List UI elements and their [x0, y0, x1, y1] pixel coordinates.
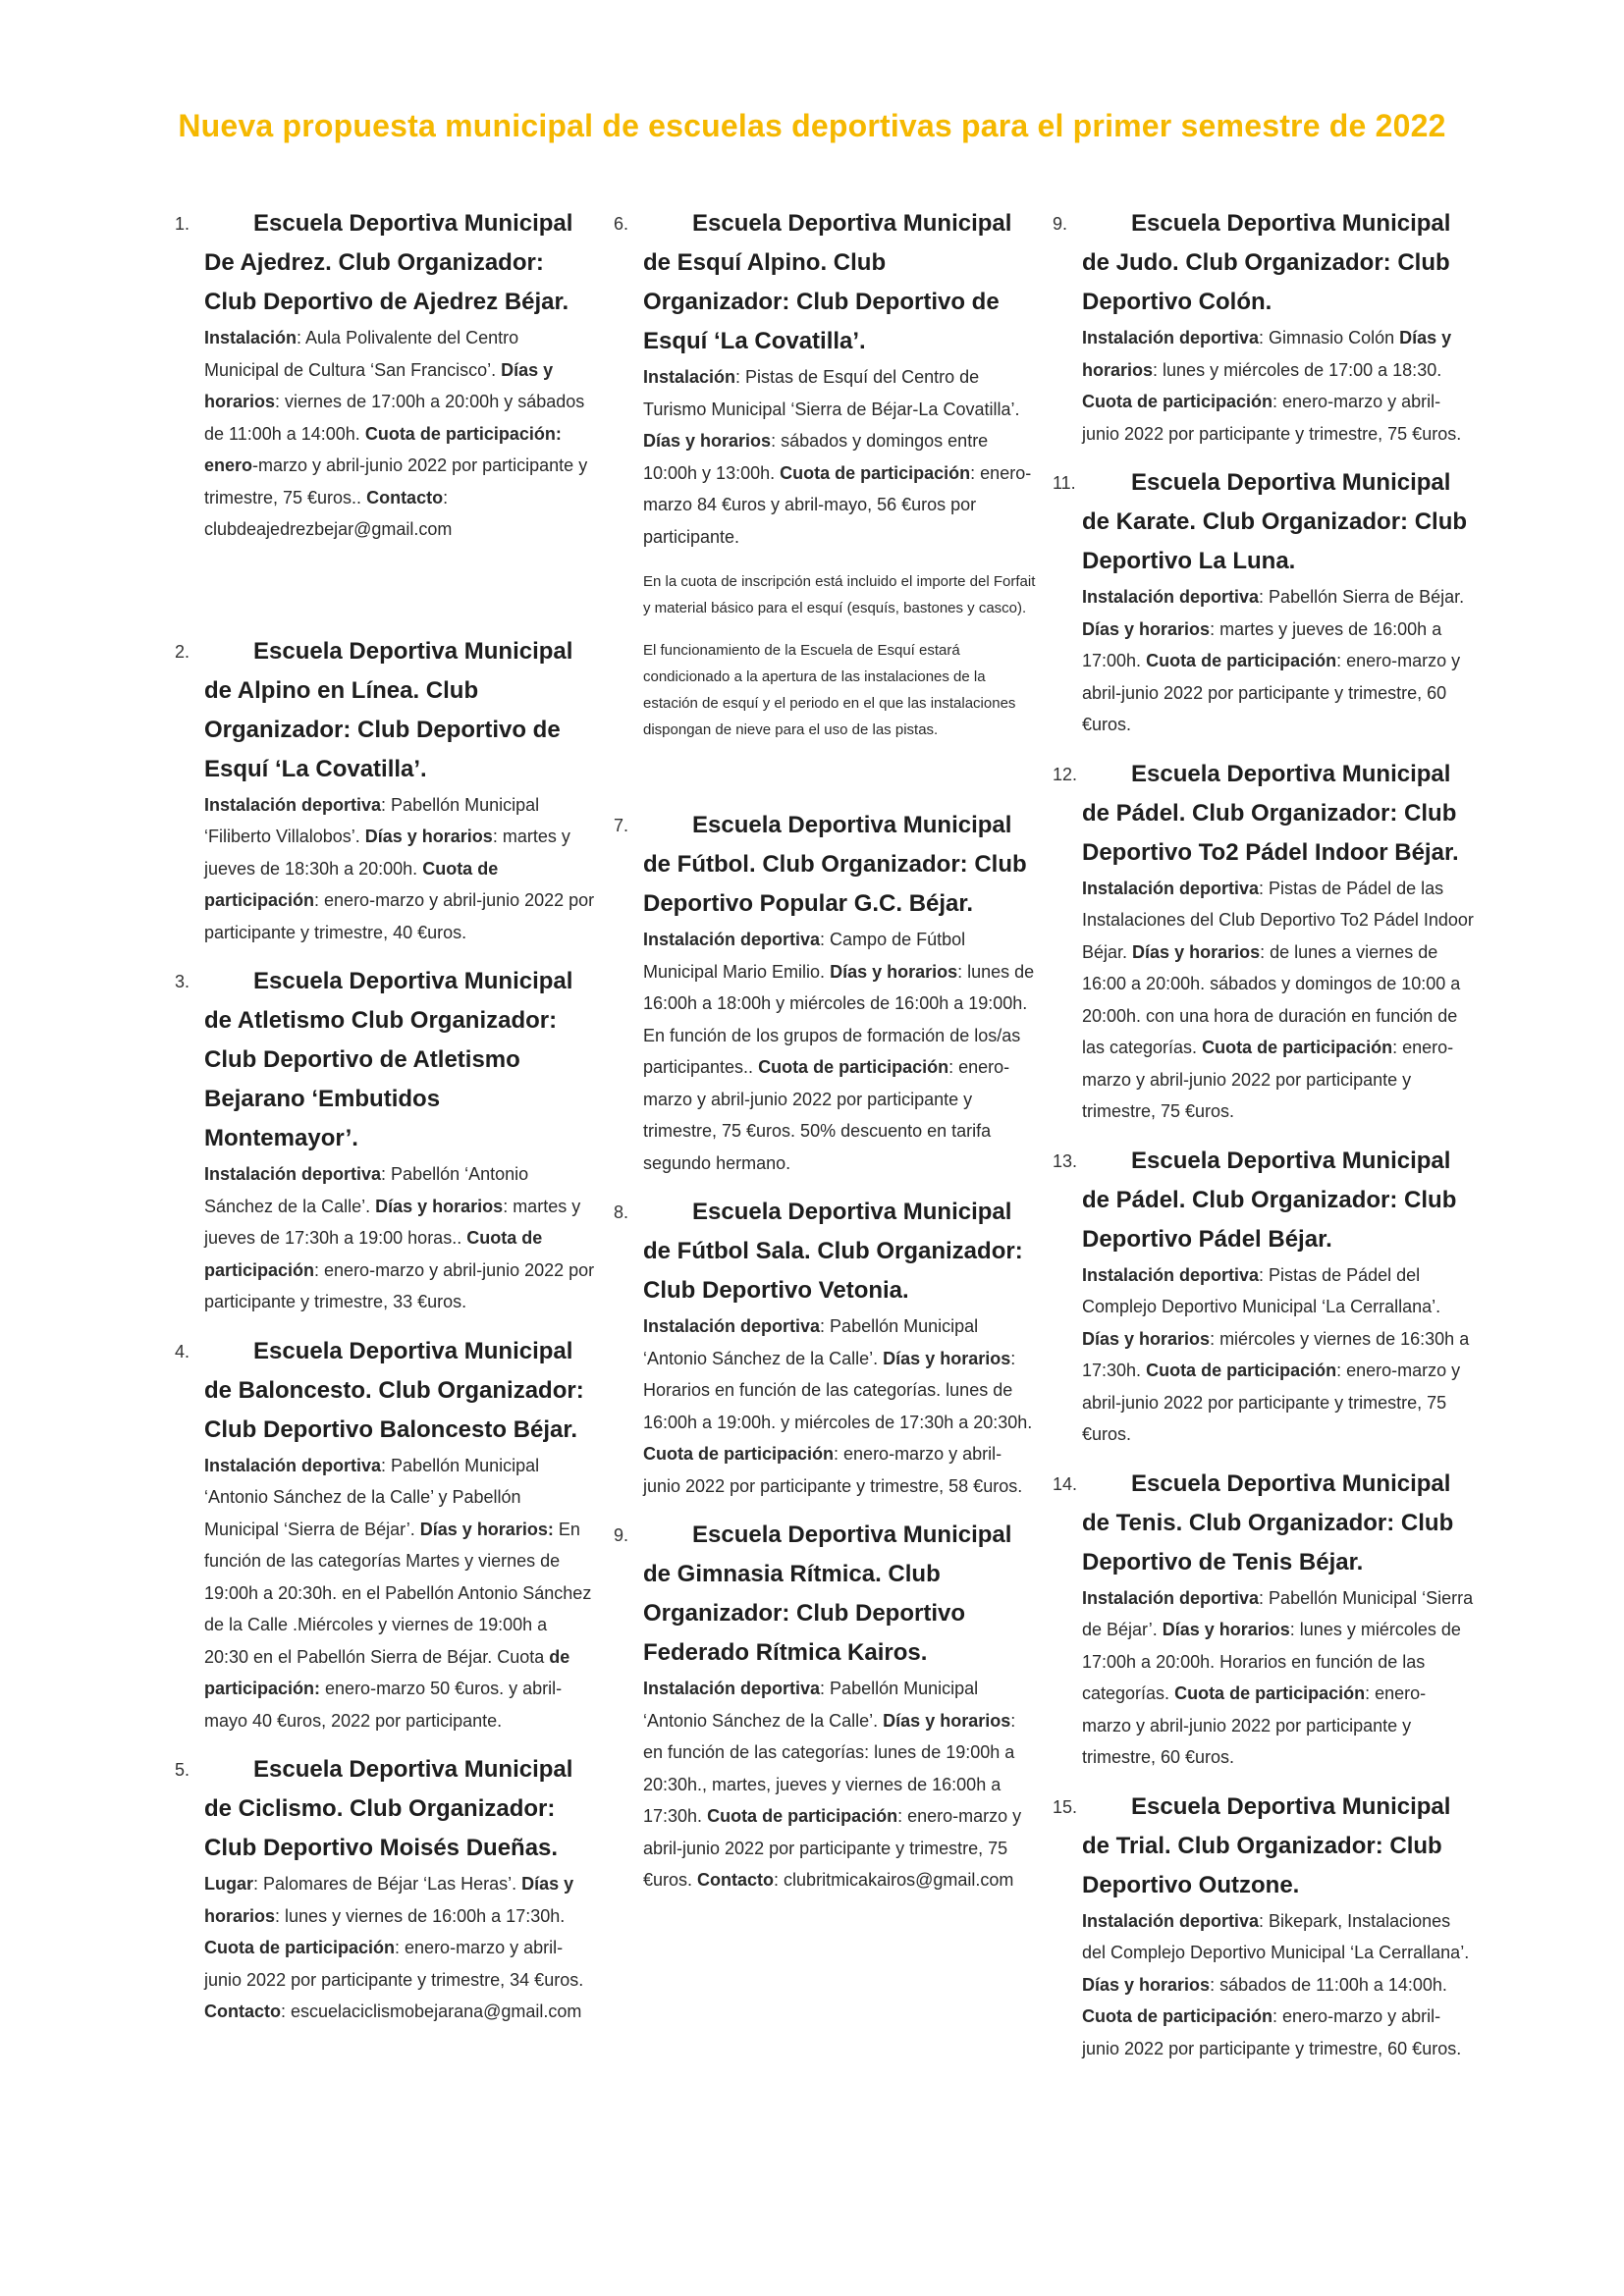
label-fee: Cuota de participación: [1082, 2006, 1273, 2026]
entry-number: 4.: [175, 1341, 190, 1362]
label-fee: Cuota de participación: [780, 462, 971, 483]
label-installation: Instalación: [643, 367, 736, 387]
ski-note-conditions: El funcionamiento de la Escuela de Esquí estará condicionado a la apertura de las instalaciones de la estación de esquí y el periodo en el que las instalaciones dispongan de nieve para el uso de las pistas.: [643, 642, 1016, 738]
entry-number: 9.: [614, 1525, 629, 1545]
label-fee: de participación:: [204, 1646, 570, 1698]
label-location: Lugar: [204, 1874, 254, 1894]
label-schedule: Días y horarios: [375, 1196, 504, 1216]
schedule-text: : viernes de 17:00h a 20:00h y sábados de 11:00h a 14:00h.: [204, 392, 585, 444]
fee-text: : enero-marzo y abril-junio 2022 por participante y trimestre, 75 €uros.: [1082, 1038, 1454, 1121]
entry-number: 2.: [175, 641, 190, 662]
fee-text: : enero-marzo 84 €uros y abril-mayo, 56 €uros por participante.: [643, 462, 1032, 547]
label-fee: Cuota de participación: [1146, 1361, 1337, 1380]
label-schedule: Días y horarios: [830, 961, 958, 982]
label-installation: Instalación deportiva: [1082, 328, 1260, 347]
label-fee: Cuota de participación: [1202, 1038, 1393, 1057]
entry-number: 13.: [1053, 1150, 1078, 1171]
entry-number: 15.: [1053, 1796, 1078, 1817]
label-installation: Instalación deportiva: [1082, 1264, 1260, 1285]
installation-text: : Aula Polivalente del Centro Municipal de Cultura ‘San Francisco’.: [204, 328, 519, 380]
school-entry-15: [1053, 1788, 1475, 2065]
entry-number: 3.: [175, 972, 190, 991]
schedule-text: : lunes y miércoles de 17:00 a 18:30.: [1153, 359, 1442, 380]
label-schedule: Días y horarios: [1132, 941, 1261, 962]
label-schedule: Días y horarios: [883, 1710, 1011, 1731]
label-fee: Cuota de participación: [707, 1806, 898, 1826]
school-entry-1: [175, 204, 595, 546]
page-title: Nueva propuesta municipal de escuelas deportivas para el primer semestre de 2022: [178, 108, 1446, 143]
school-entry-6: [614, 204, 1036, 743]
fee-text: : enero-marzo y abril-junio 2022 por participante y trimestre, 60 €uros.: [1082, 651, 1461, 734]
schedule-text: : sábados y domingos entre 10:00h y 13:00h.: [643, 431, 989, 483]
school-entry-4: [175, 1332, 595, 1737]
label-installation: Instalación deportiva: [643, 1679, 821, 1698]
installation-text: : Campo de Fútbol Municipal Mario Emilio.: [643, 930, 966, 982]
entry-heading: Escuela Deportiva Municipal de Fútbol Sala. Club Organizador: Club Deportivo Vetonia.: [643, 1199, 1023, 1304]
label-schedule: Días y horarios: [204, 359, 554, 411]
label-contact: Contacto: [366, 487, 444, 507]
column-left: [175, 204, 595, 2028]
label-fee: Cuota de participación: [1174, 1683, 1366, 1703]
installation-text: : Pabellón Municipal ‘Antonio Sánchez de la Calle’ y Pabellón Municipal ‘Sierra de Béjar’.: [204, 1455, 540, 1539]
fee-text: : enero-marzo y abril-junio 2022 por participante y trimestre, 33 €uros.: [204, 1259, 595, 1311]
entry-heading: Escuela Deportiva Municipal de Tenis. Club Organizador: Club Deportivo de Tenis Béjar.: [1082, 1469, 1454, 1575]
schedule-text: : lunes y miércoles de 17:00h a 20:00h. Horarios en función de las categorías.: [1082, 1620, 1461, 1703]
entry-heading: Escuela Deportiva Municipal de Atletismo Club Organizador: Club Deportivo de Atletismo Bejarano ‘Embutidos Montemayor’.: [204, 968, 573, 1151]
label-installation: Instalación deportiva: [1082, 587, 1260, 607]
installation-text: : Pistas de Pádel de las Instalaciones del Club Deportivo To2 Pádel Indoor Béjar.: [1082, 878, 1474, 962]
fee-text: -marzo y abril-junio 2022 por participante y trimestre, 75 €uros..: [204, 455, 588, 507]
label-installation: Instalación deportiva: [1082, 1910, 1260, 1931]
fee-text: : enero-marzo y abril-junio 2022 por participante y trimestre, 34 €uros.: [204, 1938, 584, 1990]
school-entry-14: [1053, 1465, 1475, 1774]
fee-text: : enero-marzo y abril-junio 2022 por participante y trimestre, 75 €uros. 50% descuento en tarifa segundo hermano.: [643, 1057, 1010, 1173]
school-entry-11: [1053, 463, 1475, 741]
label-fee: Cuota de participación: [1146, 651, 1337, 670]
installation-text: : Pabellón Municipal ‘Antonio Sánchez de la Calle’.: [643, 1679, 979, 1731]
entry-number: 12.: [1053, 764, 1078, 784]
label-installation: Instalación deportiva: [643, 1316, 821, 1336]
installation-text: : Pabellón Municipal ‘Filiberto Villalobos’.: [204, 794, 540, 846]
label-fee: Cuota de participación: [204, 1228, 543, 1280]
contact-text: : clubritmicakairos@gmail.com: [774, 1870, 1014, 1890]
ski-note-forfait: En la cuota de inscripción está incluido el importe del Forfait y material básico para el esquí (esquís, bastones y casco).: [643, 573, 1036, 616]
column-middle: [614, 204, 1036, 1896]
column-right: [1053, 204, 1475, 2064]
label-schedule: Días y horarios:: [419, 1519, 554, 1539]
label-schedule: Días y horarios: [1162, 1620, 1290, 1639]
label-schedule: Días y horarios: [1082, 1974, 1211, 1995]
contact-text: : clubdeajedrezbejar@gmail.com: [204, 487, 453, 539]
entry-heading: Escuela Deportiva Municipal De Ajedrez. Club Organizador: Club Deportivo de Ajedrez Béjar.: [204, 210, 573, 315]
entry-number: 7.: [614, 816, 629, 835]
label-fee: Cuota de participación: [204, 858, 499, 910]
entry-heading: Escuela Deportiva Municipal de Trial. Club Organizador: Club Deportivo Outzone.: [1082, 1792, 1451, 1898]
installation-text: : Gimnasio Colón: [1259, 328, 1395, 347]
label-fee: Cuota de participación: [1082, 392, 1273, 411]
schedule-text: : martes y jueves de 18:30h a 20:00h.: [204, 827, 570, 879]
entry-number: 5.: [175, 1760, 190, 1780]
installation-text: : Pistas de Pádel del Complejo Deportivo Municipal ‘La Cerrallana’.: [1082, 1264, 1441, 1316]
entry-heading: Escuela Deportiva Municipal de Baloncesto. Club Organizador: Club Deportivo Baloncesto Béjar.: [204, 1337, 584, 1443]
entry-heading: Escuela Deportiva Municipal de Gimnasia Rítmica. Club Organizador: Club Deportivo Federado Rítmica Kairos.: [643, 1522, 1012, 1666]
entry-number: 8.: [614, 1202, 629, 1222]
schedule-text: En función de las categorías Martes y viernes de 19:00h a 20:30h. en el Pabellón Antonio Sánchez de la Calle .Miércoles y viernes de 19:00h a 20:30 en el Pabellón Sierra de Béjar. Cuota: [204, 1519, 592, 1667]
contact-text: : escuelaciclismobejarana@gmail.com: [281, 2002, 582, 2021]
label-installation: Instalación: [204, 328, 298, 347]
label-schedule: Días y horarios: [883, 1348, 1011, 1368]
installation-text: : Pabellón Municipal ‘Sierra de Béjar’.: [1082, 1587, 1474, 1639]
school-entry-13: [1053, 1142, 1475, 1451]
label-fee: Cuota de participación: [204, 1938, 396, 1957]
fee-text: : enero-marzo y abril-junio 2022 por participante y trimestre, 75 €uros.: [643, 1806, 1022, 1890]
entry-number: 14.: [1053, 1473, 1078, 1494]
schedule-text: : Horarios en función de las categorías. lunes de 16:00h a 19:00h. y miércoles de 17:30h a 20:30h.: [643, 1348, 1033, 1432]
entry-heading: Escuela Deportiva Municipal de Fútbol. Club Organizador: Club Deportivo Popular G.C. Béjar.: [643, 812, 1027, 917]
label-fee: Cuota de participación: enero: [204, 423, 562, 475]
entry-heading: Escuela Deportiva Municipal de Alpino en Línea. Club Organizador: Club Deportivo de Esquí ‘La Covatilla’.: [204, 637, 573, 782]
fee-text: enero-marzo 50 €uros. y abril-mayo 40 €uros, 2022 por participante.: [204, 1679, 563, 1731]
label-installation: Instalación deportiva: [204, 794, 382, 815]
label-installation: Instalación deportiva: [1082, 878, 1260, 898]
fee-text: : enero-marzo y abril-junio 2022 por participante y trimestre, 75 €uros.: [1082, 392, 1462, 444]
location-text: : Palomares de Béjar ‘Las Heras’.: [253, 1874, 517, 1894]
school-entry-12: [1053, 755, 1475, 1128]
label-installation: Instalación deportiva: [643, 930, 821, 949]
schedule-text: : de lunes a viernes de 16:00 a 20:00h. sábados y domingos de 10:00 a 20:00h. con una hora de duración en función de las categorías.: [1082, 941, 1461, 1057]
installation-text: : Pabellón Sierra de Béjar.: [1259, 587, 1465, 607]
label-schedule: Días y horarios: [1082, 328, 1452, 380]
label-schedule: Días y horarios: [1082, 618, 1211, 639]
entry-number: 11.: [1053, 473, 1076, 493]
entry-heading: Escuela Deportiva Municipal de Esquí Alpino. Club Organizador: Club Deportivo de Esquí ‘La Covatilla’.: [643, 210, 1012, 354]
entry-number: 1.: [175, 214, 190, 234]
entry-number: 9.: [1053, 214, 1068, 234]
school-entry-8: [614, 1193, 1036, 1502]
school-entry-5: [175, 1750, 595, 2028]
entry-heading: Escuela Deportiva Municipal de Judo. Club Organizador: Club Deportivo Colón.: [1082, 210, 1451, 315]
label-installation: Instalación deportiva: [204, 1164, 382, 1184]
entry-heading: Escuela Deportiva Municipal de Pádel. Club Organizador: Club Deportivo Pádel Béjar.: [1082, 1147, 1457, 1253]
installation-text: : Pabellón ‘Antonio Sánchez de la Calle’.: [204, 1164, 529, 1216]
entry-heading: Escuela Deportiva Municipal de Karate. Club Organizador: Club Deportivo La Luna.: [1082, 469, 1468, 574]
label-contact: Contacto: [204, 2002, 281, 2021]
label-contact: Contacto: [697, 1870, 775, 1890]
installation-text: : Pabellón Municipal ‘Antonio Sánchez de la Calle’.: [643, 1316, 979, 1368]
entry-heading: Escuela Deportiva Municipal de Pádel. Club Organizador: Club Deportivo To2 Pádel Indoor Béjar.: [1082, 760, 1459, 866]
schedule-text: : miércoles y viernes de 16:30h a 17:30h.: [1082, 1328, 1470, 1380]
school-entry-2: [175, 632, 595, 949]
label-installation: Instalación deportiva: [1082, 1587, 1260, 1608]
fee-text: : enero-marzo y abril-junio 2022 por participante y trimestre, 75 €uros.: [1082, 1361, 1461, 1444]
entry-heading: Escuela Deportiva Municipal de Ciclismo. Club Organizador: Club Deportivo Moisés Dueñas.: [204, 1756, 573, 1861]
fee-text: : enero-marzo y abril-junio 2022 por participante y trimestre, 58 €uros.: [643, 1444, 1023, 1496]
schedule-text: : martes y jueves de 17:30h a 19:00 horas..: [204, 1196, 581, 1248]
school-entry-3: [175, 962, 595, 1318]
label-schedule: Días y horarios: [204, 1874, 574, 1926]
label-schedule: Días y horarios: [643, 431, 772, 451]
entry-number: 6.: [614, 214, 629, 234]
installation-text: : Bikepark, Instalaciones del Complejo Deportivo Municipal ‘La Cerrallana’.: [1082, 1910, 1470, 1962]
label-fee: Cuota de participación: [643, 1444, 835, 1464]
label-fee: Cuota de participación: [758, 1057, 949, 1077]
schedule-text: : sábados de 11:00h a 14:00h.: [1210, 1974, 1447, 1995]
school-entry-judo: [1053, 204, 1475, 450]
schedule-text: : martes y jueves de 16:00h a 17:00h.: [1082, 618, 1442, 670]
schedule-text: : lunes y viernes de 16:00h a 17:30h.: [275, 1905, 566, 1926]
installation-text: : Pistas de Esquí del Centro de Turismo Municipal ‘Sierra de Béjar-La Covatilla’.: [643, 367, 1020, 419]
school-entry-7: [614, 806, 1036, 1179]
schedule-text: : en función de las categorías: lunes de 19:00h a 20:30h., martes, jueves y viernes de 16:00h a 17:30h.: [643, 1710, 1016, 1826]
school-entry-9: [614, 1516, 1036, 1896]
label-schedule: Días y horarios: [1082, 1328, 1211, 1349]
fee-text: : enero-marzo y abril-junio 2022 por participante y trimestre, 40 €uros.: [204, 890, 595, 942]
fee-text: : enero-marzo y abril-junio 2022 por participante y trimestre, 60 €uros.: [1082, 2006, 1462, 2058]
fee-text: : enero-marzo y abril-junio 2022 por participante y trimestre, 60 €uros.: [1082, 1683, 1427, 1767]
label-installation: Instalación deportiva: [204, 1455, 382, 1475]
label-schedule: Días y horarios: [364, 827, 493, 846]
schedule-text: : lunes de 16:00h a 18:00h y miércoles de 16:00h a 19:00h. En función de los grupos de formación de los/as participantes..: [643, 961, 1035, 1077]
